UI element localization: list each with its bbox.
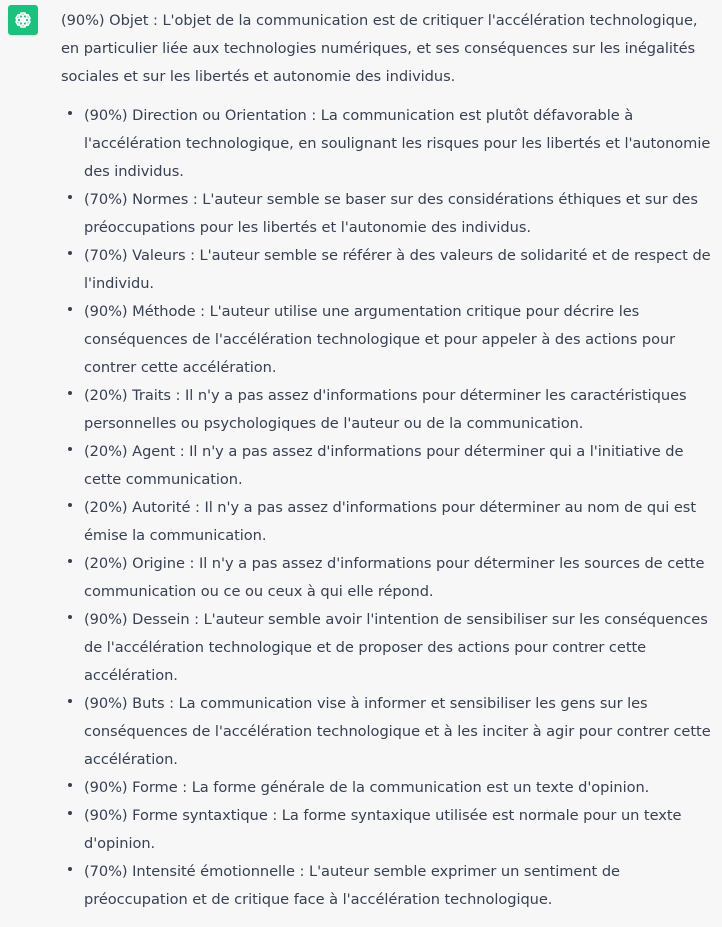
list-item: (20%) Agent : Il n'y a pas assez d'informations pour déterminer qui a l'initiative de cette communication. bbox=[84, 438, 711, 494]
list-item: (90%) Forme syntaxtique : La forme syntaxique utilisée est normale pour un texte d'opinion. bbox=[84, 802, 711, 858]
intro-paragraph: (90%) Objet : L'objet de la communication est de critiquer l'accélération technologique, en particulier liée aux technologies numériques, et ses conséquences sur les inégalités sociales et sur les libertés et autonomie des individus. bbox=[61, 12, 698, 85]
list-item: (90%) Méthode : L'auteur utilise une argumentation critique pour décrire les conséquences de l'accélération technologique et pour appeler à des actions pour contrer cette accélération. bbox=[84, 298, 711, 382]
list-item: (70%) Intensité émotionnelle : L'auteur semble exprimer un sentiment de préoccupation et de critique face à l'accélération technologique. bbox=[84, 858, 711, 914]
list-item: (20%) Traits : Il n'y a pas assez d'informations pour déterminer les caractéristiques personnelles ou psychologiques de l'auteur ou de la communication. bbox=[84, 382, 711, 438]
criteria-list bbox=[61, 102, 711, 914]
list-item: (70%) Valeurs : L'auteur semble se référer à des valeurs de solidarité et de respect de l'individu. bbox=[84, 242, 711, 298]
list-item: (20%) Autorité : Il n'y a pas assez d'informations pour déterminer au nom de qui est émise la communication. bbox=[84, 494, 711, 550]
message-content bbox=[61, 7, 711, 914]
list-item: (90%) Direction ou Orientation : La communication est plutôt défavorable à l'accélération technologique, en soulignant les risques pour les libertés et l'autonomie des individus. bbox=[84, 102, 711, 186]
assistant-avatar bbox=[8, 5, 38, 35]
list-item: (70%) Normes : L'auteur semble se baser sur des considérations éthiques et sur des préoccupations pour les libertés et l'autonomie des individus. bbox=[84, 186, 711, 242]
openai-logo-icon bbox=[12, 9, 34, 31]
list-item: (90%) Buts : La communication vise à informer et sensibiliser les gens sur les conséquences de l'accélération technologique et à les inciter à agir pour contrer cette accélération. bbox=[84, 690, 711, 774]
list-item: (90%) Forme : La forme générale de la communication est un texte d'opinion. bbox=[84, 774, 711, 802]
list-item: (90%) Dessein : L'auteur semble avoir l'intention de sensibiliser sur les conséquences de l'accélération technologique et de proposer des actions pour contrer cette accélération. bbox=[84, 606, 711, 690]
list-item: (20%) Origine : Il n'y a pas assez d'informations pour déterminer les sources de cette communication ou ce ou ceux à qui elle répond. bbox=[84, 550, 711, 606]
